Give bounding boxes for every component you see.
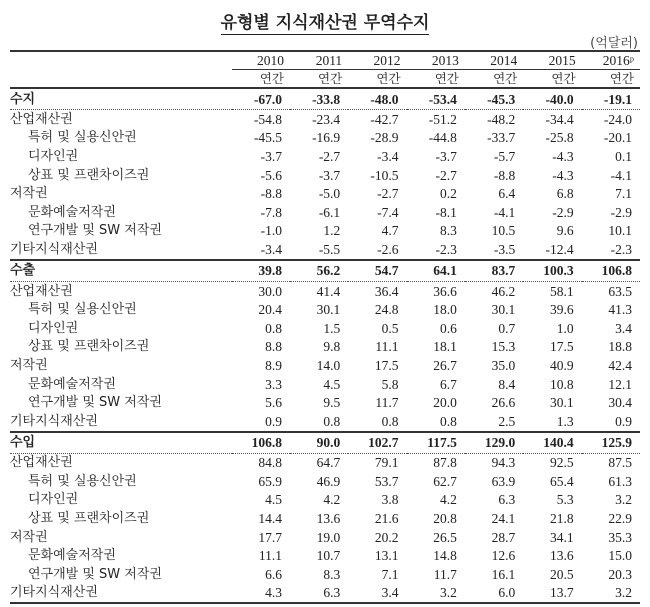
value-cell: 3.2: [582, 584, 640, 604]
value-cell: 54.7: [348, 260, 406, 282]
row-label: 저작권: [10, 357, 48, 373]
value-cell: 41.3: [608, 302, 632, 318]
value-cell: 39.8: [232, 260, 290, 282]
value-cell: 20.2: [374, 529, 399, 545]
value-cell: -5.5: [318, 241, 341, 257]
value-cell: 90.0: [290, 432, 348, 454]
value-cell: -4.3: [552, 167, 574, 183]
value-cell: 79.1: [374, 455, 399, 471]
value-cell: 83.7: [465, 260, 523, 282]
row-label: 문화예술저작권: [28, 376, 116, 392]
value-cell: 8.4: [498, 376, 516, 392]
row-label: 기타지식재산권: [10, 584, 232, 604]
value-cell: 61.3: [608, 473, 632, 489]
value-cell: 26.5: [433, 529, 457, 545]
value-cell: -48.2: [487, 111, 516, 127]
value-cell: 46.9: [316, 473, 341, 489]
value-cell: -20.1: [603, 130, 632, 146]
value-cell: -23.4: [312, 111, 341, 127]
value-cell: 18.0: [433, 302, 457, 318]
value-cell: 6.7: [439, 376, 457, 392]
value-cell: -8.8: [260, 186, 282, 202]
value-cell: 8.3: [439, 223, 457, 239]
value-cell: 24.1: [491, 511, 516, 527]
table-row: [10, 110, 640, 129]
year-header: 2014: [465, 51, 523, 70]
value-cell: 0.1: [615, 148, 632, 164]
value-cell: -12.4: [545, 241, 574, 257]
row-label: 저작권: [10, 529, 48, 545]
value-cell: 30.0: [258, 283, 282, 299]
value-cell: 14.4: [258, 511, 282, 527]
year-header: 2013: [407, 51, 465, 70]
table-row: [10, 147, 640, 166]
value-cell: -5.6: [260, 167, 282, 183]
value-cell: 10.8: [549, 376, 574, 392]
value-cell: 16.1: [491, 566, 516, 582]
value-cell: 26.6: [491, 395, 516, 411]
value-cell: 11.1: [375, 339, 399, 355]
value-cell: 6.0: [465, 584, 523, 604]
row-label: 문화예술저작권: [28, 204, 116, 220]
table-row: [10, 528, 640, 547]
table-title: 유형별 지식재산권 무역수지: [220, 13, 430, 33]
value-cell: -2.6: [377, 241, 399, 257]
value-cell: 5.3: [556, 492, 574, 508]
row-label: 특허 및 실용신안권: [28, 302, 137, 318]
table-row: [10, 300, 640, 319]
row-label: 저작권: [10, 186, 48, 202]
row-label: 특허 및 실용신안권: [28, 473, 137, 489]
value-cell: 17.7: [258, 529, 282, 545]
year-header: 2010: [232, 51, 290, 70]
table-row: [10, 222, 640, 241]
period-header: 연간: [523, 70, 581, 89]
value-cell: 20.4: [258, 302, 282, 318]
value-cell: -67.0: [232, 88, 290, 110]
value-cell: 64.1: [407, 260, 465, 282]
value-cell: 13.6: [316, 511, 341, 527]
value-cell: 84.8: [258, 455, 282, 471]
value-cell: 46.2: [491, 283, 516, 299]
value-cell: -2.3: [435, 241, 457, 257]
value-cell: 30.1: [491, 302, 516, 318]
value-cell: 6.3: [498, 492, 516, 508]
period-header: 연간: [232, 70, 290, 89]
value-cell: 18.8: [608, 339, 632, 355]
value-cell: 3.8: [381, 492, 399, 508]
value-cell: 64.7: [316, 455, 341, 471]
value-cell: -33.7: [487, 130, 516, 146]
value-cell: -2.7: [435, 167, 457, 183]
value-cell: -3.5: [493, 241, 516, 257]
value-cell: -8.1: [435, 204, 457, 220]
row-label: 수입: [10, 432, 232, 454]
row-label: 디자인권: [28, 148, 79, 164]
value-cell: 8.3: [323, 566, 341, 582]
value-cell: 117.5: [407, 432, 465, 454]
value-cell: -6.1: [318, 204, 341, 220]
value-cell: 92.5: [549, 455, 574, 471]
value-cell: 53.7: [374, 473, 399, 489]
value-cell: 12.1: [608, 376, 632, 392]
row-label: 상표 및 프랜차이즈권: [28, 339, 150, 355]
value-cell: 63.5: [608, 283, 632, 299]
value-cell: 0.8: [265, 320, 282, 336]
value-cell: 0.8: [323, 413, 341, 429]
table-row: [10, 203, 640, 222]
value-cell: 20.3: [608, 566, 632, 582]
value-cell: -28.9: [370, 130, 399, 146]
value-cell: -3.7: [435, 148, 457, 164]
value-cell: 3.4: [615, 320, 632, 336]
value-cell: 11.7: [433, 566, 457, 582]
value-cell: 6.8: [556, 186, 574, 202]
period-header-row: [10, 70, 640, 89]
value-cell: 22.9: [608, 511, 632, 527]
value-cell: -3.4: [260, 241, 282, 257]
value-cell: 0.8: [439, 413, 457, 429]
header-blank: [10, 70, 232, 89]
table-row: [10, 584, 640, 604]
value-cell: -4.1: [610, 167, 632, 183]
table-row: [10, 166, 640, 185]
value-cell: -34.4: [545, 111, 574, 127]
table-row: [10, 184, 640, 203]
value-cell: 39.6: [549, 302, 574, 318]
value-cell: 129.0: [465, 432, 523, 454]
value-cell: 56.2: [290, 260, 348, 282]
value-cell: 94.3: [491, 455, 516, 471]
value-cell: 5.6: [265, 395, 282, 411]
table-row: [10, 546, 640, 565]
value-cell: 35.3: [608, 529, 632, 545]
value-cell: -4.1: [493, 204, 516, 220]
value-cell: 3.2: [615, 492, 632, 508]
value-cell: -10.5: [370, 167, 399, 183]
value-cell: 10.7: [316, 548, 341, 564]
value-cell: 125.9: [582, 432, 640, 454]
value-cell: 15.0: [608, 548, 632, 564]
section-total-row: [10, 432, 640, 454]
value-cell: 106.8: [232, 432, 290, 454]
value-cell: 28.7: [491, 529, 516, 545]
table-row: [10, 129, 640, 148]
period-header: 연간: [348, 70, 406, 89]
period-header: 연간: [290, 70, 348, 89]
value-cell: 18.1: [433, 339, 457, 355]
value-cell: 1.3: [556, 413, 574, 429]
value-cell: -7.4: [377, 204, 399, 220]
value-cell: 36.6: [433, 283, 457, 299]
value-cell: -25.8: [545, 130, 574, 146]
value-cell: 0.5: [381, 320, 399, 336]
table-row: [10, 375, 640, 394]
value-cell: 87.8: [433, 455, 457, 471]
table-row: [10, 240, 640, 260]
value-cell: 100.3: [523, 260, 581, 282]
year-header: 2016ᵖ: [582, 51, 640, 70]
value-cell: 2.5: [498, 413, 516, 429]
value-cell: 19.0: [316, 529, 341, 545]
row-label: 수지: [10, 88, 232, 110]
value-cell: 17.5: [549, 339, 574, 355]
row-label: 문화예술저작권: [28, 548, 116, 564]
row-label: 기타지식재산권: [10, 413, 98, 429]
value-cell: 4.2: [439, 492, 457, 508]
value-cell: 8.8: [265, 339, 282, 355]
row-label: 산업재산권: [10, 455, 73, 471]
value-cell: 140.4: [523, 432, 581, 454]
value-cell: 7.1: [381, 566, 399, 582]
row-label: 디자인권: [28, 492, 79, 508]
value-cell: 0.2: [439, 186, 457, 202]
value-cell: 0.8: [381, 413, 399, 429]
value-cell: -8.8: [493, 167, 516, 183]
value-cell: 1.2: [323, 223, 341, 239]
value-cell: -5.0: [318, 186, 341, 202]
period-header: 연간: [465, 70, 523, 89]
value-cell: 9.5: [323, 395, 341, 411]
value-cell: -51.2: [428, 111, 457, 127]
value-cell: 11.7: [375, 395, 399, 411]
ip-trade-balance-table: [10, 50, 640, 604]
value-cell: 58.1: [549, 283, 574, 299]
year-header: 2015: [523, 51, 581, 70]
value-cell: 1.5: [323, 320, 341, 336]
value-cell: 34.1: [549, 529, 574, 545]
row-label: 기타지식재산권: [10, 241, 98, 257]
value-cell: -53.4: [407, 88, 465, 110]
value-cell: 36.4: [374, 283, 399, 299]
value-cell: 4.5: [323, 376, 341, 392]
table-row: [10, 319, 640, 338]
value-cell: 10.5: [491, 223, 516, 239]
value-cell: 8.9: [265, 357, 282, 373]
value-cell: 9.6: [556, 223, 574, 239]
value-cell: 0.6: [439, 320, 457, 336]
value-cell: -3.4: [377, 148, 399, 164]
row-label: 특허 및 실용신안권: [28, 130, 137, 146]
row-label: 수출: [10, 260, 232, 282]
value-cell: 3.4: [348, 584, 406, 604]
value-cell: 65.9: [258, 473, 282, 489]
row-label: 연구개발 및 SW 저작권: [28, 395, 162, 411]
value-cell: 14.8: [433, 548, 457, 564]
value-cell: 14.0: [316, 357, 341, 373]
value-cell: 13.6: [549, 548, 574, 564]
value-cell: 0.9: [615, 413, 632, 429]
value-cell: -45.5: [253, 130, 282, 146]
section-total-row: [10, 88, 640, 110]
value-cell: -42.7: [370, 111, 399, 127]
value-cell: -40.0: [523, 88, 581, 110]
table-row: [10, 491, 640, 510]
value-cell: 12.6: [491, 548, 516, 564]
value-cell: -2.7: [318, 148, 341, 164]
value-cell: -2.9: [552, 204, 574, 220]
value-cell: 20.0: [433, 395, 457, 411]
value-cell: 65.4: [549, 473, 574, 489]
value-cell: -7.8: [260, 204, 282, 220]
value-cell: 6.3: [290, 584, 348, 604]
row-label: 연구개발 및 SW 저작권: [28, 566, 162, 582]
row-label: 연구개발 및 SW 저작권: [28, 223, 162, 239]
value-cell: 40.9: [549, 357, 574, 373]
row-label: 산업재산권: [10, 111, 73, 127]
value-cell: -44.8: [428, 130, 457, 146]
value-cell: -54.8: [253, 111, 282, 127]
value-cell: 4.2: [323, 492, 341, 508]
value-cell: 4.7: [381, 223, 399, 239]
value-cell: 30.1: [316, 302, 341, 318]
section-total-row: [10, 260, 640, 282]
value-cell: 17.5: [374, 357, 399, 373]
value-cell: 4.5: [265, 492, 282, 508]
table-row: [10, 356, 640, 375]
row-label: 상표 및 프랜차이즈권: [28, 511, 150, 527]
value-cell: 1.0: [556, 320, 574, 336]
table-row: [10, 472, 640, 491]
value-cell: 15.3: [491, 339, 516, 355]
value-cell: 87.5: [608, 455, 632, 471]
value-cell: 7.1: [615, 186, 632, 202]
value-cell: 30.4: [608, 395, 632, 411]
year-header-row: [10, 51, 640, 70]
value-cell: 13.1: [374, 548, 399, 564]
table-row: [10, 509, 640, 528]
table-row: [10, 412, 640, 432]
value-cell: 10.1: [608, 223, 632, 239]
value-cell: 0.9: [265, 413, 282, 429]
value-cell: -1.0: [260, 223, 282, 239]
value-cell: -33.8: [290, 88, 348, 110]
value-cell: 21.8: [549, 511, 574, 527]
table-row: [10, 453, 640, 472]
value-cell: -48.0: [348, 88, 406, 110]
year-header: 2012: [348, 51, 406, 70]
value-cell: 62.7: [433, 473, 457, 489]
year-header: 2011: [290, 51, 348, 70]
table-row: [10, 565, 640, 584]
value-cell: 6.6: [265, 566, 282, 582]
value-cell: -2.9: [610, 204, 632, 220]
value-cell: 30.1: [549, 395, 574, 411]
unit-label: (억달러): [590, 36, 638, 51]
value-cell: -16.9: [312, 130, 341, 146]
value-cell: -24.0: [603, 111, 632, 127]
value-cell: 21.6: [374, 511, 399, 527]
value-cell: 11.1: [258, 548, 282, 564]
value-cell: 41.4: [316, 283, 341, 299]
period-header: 연간: [582, 70, 640, 89]
row-label: 상표 및 프랜차이즈권: [28, 167, 150, 183]
table-row: [10, 281, 640, 300]
value-cell: 24.8: [374, 302, 399, 318]
value-cell: 20.8: [433, 511, 457, 527]
value-cell: 26.7: [433, 357, 457, 373]
value-cell: 63.9: [491, 473, 516, 489]
value-cell: 4.3: [232, 584, 290, 604]
value-cell: -2.3: [610, 241, 632, 257]
table-row: [10, 393, 640, 412]
value-cell: -19.1: [582, 88, 640, 110]
header-blank: [10, 51, 232, 70]
value-cell: 3.3: [265, 376, 282, 392]
value-cell: 102.7: [348, 432, 406, 454]
value-cell: 3.2: [407, 584, 465, 604]
value-cell: -2.7: [377, 186, 399, 202]
value-cell: -45.3: [465, 88, 523, 110]
value-cell: -5.7: [493, 148, 516, 164]
value-cell: -3.7: [260, 148, 282, 164]
value-cell: 106.8: [582, 260, 640, 282]
value-cell: 6.4: [498, 186, 516, 202]
value-cell: -4.3: [552, 148, 574, 164]
period-header: 연간: [407, 70, 465, 89]
value-cell: 9.8: [323, 339, 341, 355]
value-cell: 35.0: [491, 357, 516, 373]
value-cell: -3.7: [318, 167, 341, 183]
value-cell: 20.5: [549, 566, 574, 582]
value-cell: 5.8: [381, 376, 399, 392]
row-label: 산업재산권: [10, 283, 73, 299]
value-cell: 13.7: [523, 584, 581, 604]
value-cell: 0.7: [498, 320, 516, 336]
table-row: [10, 338, 640, 357]
row-label: 디자인권: [28, 320, 79, 336]
value-cell: 42.4: [608, 357, 632, 373]
